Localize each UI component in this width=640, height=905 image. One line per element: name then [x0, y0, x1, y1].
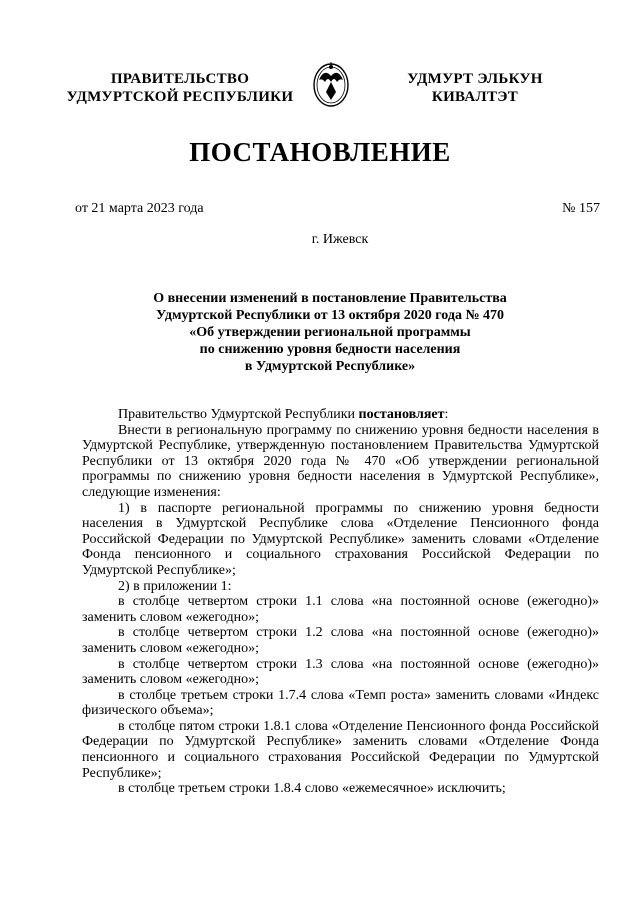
- document-body: [82, 407, 599, 797]
- intro-decree-word: постановляет: [358, 407, 445, 422]
- body-paragraph: в столбце третьем строки 1.7.4 слова «Темп роста» заменить словами «Индекс физического объема»;: [82, 687, 599, 719]
- subject-line: по снижению уровня бедности населения: [199, 342, 461, 357]
- body-paragraph: в столбце третьем строки 1.8.4 слово «ежемесячное» исключить;: [118, 781, 506, 797]
- issuer-name-russian: [60, 70, 300, 106]
- body-paragraph: Внести в региональную программу по снижению уровня бедности населения в Удмуртской Республике, утвержденную постановлением Правительства Удмуртской Республики от 13 октября 2020 года № 470 «Об утверждении региональной программы по снижению уровня бедности населения в Удмуртской Республике», следующие изменения:: [82, 422, 599, 500]
- subject-line: в Удмуртской Республике»: [244, 359, 416, 374]
- body-paragraph: в столбце четвертом строки 1.2 слова «на постоянной основе (ежегодно)» заменить словом «ежегодно»;: [82, 625, 599, 656]
- issuer-line-2: УДМУРТСКОЙ РЕСПУБЛИКИ: [66, 89, 294, 105]
- body-paragraph: 1) в паспорте региональной программы по снижению уровня бедности населения в Удмуртской Республике слова «Отделение Пенсионного фонда Российской Федерации по Удмуртской Республике» заменить словами «Отделение Фонда пенсионного и социального страхования Российской Федерации по Удмуртской Республике»;: [82, 500, 599, 578]
- issuer-name-udmurt: [370, 70, 580, 106]
- subject-line: О внесении изменений в постановление Правительства: [153, 291, 507, 306]
- document-title: ПОСТАНОВЛЕНИЕ: [189, 137, 451, 167]
- intro-paragraph: [82, 407, 599, 423]
- document-city: г. Ижевск: [311, 232, 369, 247]
- body-paragraph: в столбце четвертом строки 1.3 слова «на постоянной основе (ежегодно)» заменить словом «ежегодно»;: [82, 656, 599, 688]
- issuer-line-2-udmurt: КИВАЛТЭТ: [431, 89, 519, 105]
- body-paragraph: в столбце пятом строки 1.8.1 слова «Отделение Пенсионного фонда Российской Федерации по Удмуртской Республике» заменить словами «Отделение Фонда пенсионного и социального страхования Российской Федерации по Удмуртской Республике»;: [82, 718, 599, 781]
- intro-suffix: :: [444, 407, 449, 422]
- intro-prefix: Правительство Удмуртской Республики: [118, 407, 359, 422]
- subject-line: «Об утверждении региональной программы: [189, 325, 471, 340]
- document-date: от 21 марта 2023 года: [75, 201, 204, 216]
- subject-line: Удмуртской Республики от 13 октября 2020 года № 470: [155, 308, 505, 323]
- coat-of-arms-icon: [312, 58, 350, 108]
- body-paragraph: 2) в приложении 1:: [118, 578, 232, 594]
- document-subject: [100, 290, 560, 375]
- body-paragraph: в столбце четвертом строки 1.1 слова «на постоянной основе (ежегодно)» заменить словом «ежегодно»;: [82, 594, 599, 625]
- issuer-line-1: ПРАВИТЕЛЬСТВО: [110, 71, 250, 87]
- issuer-line-1-udmurt: УДМУРТ ЭЛЬКУН: [407, 71, 543, 87]
- document-number: № 157: [562, 201, 600, 216]
